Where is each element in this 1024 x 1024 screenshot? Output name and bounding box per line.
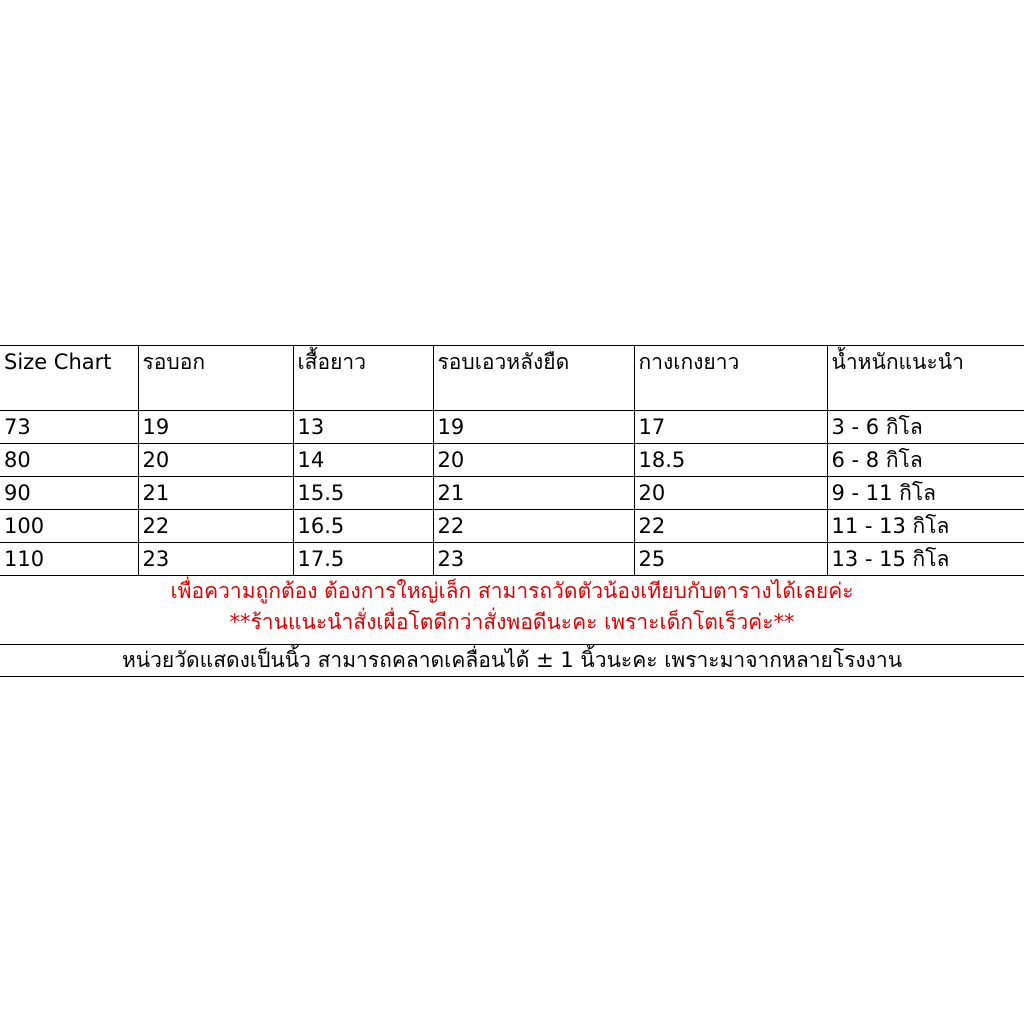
cell-size: 73 [0,411,138,444]
cell-weight: 9 - 11 กิโล [827,477,1024,510]
red-note-cell [0,576,1024,645]
cell-weight: 13 - 15 กิโล [827,543,1024,576]
table-row [0,510,1024,543]
cell-shirt-length: 16.5 [293,510,433,543]
table-row [0,477,1024,510]
cell-pants-length: 22 [634,510,827,543]
measurement-advice-note: เพื่อความถูกต้อง ต้องการใหญ่เล็ก สามารถวัดตัวน้องเทียบกับตารางได้เลยค่ะ [170,579,854,603]
cell-shirt-length: 14 [293,444,433,477]
cell-chest: 22 [138,510,293,543]
cell-shirt-length: 15.5 [293,477,433,510]
table-row [0,543,1024,576]
cell-weight: 11 - 13 กิโล [827,510,1024,543]
table-row [0,411,1024,444]
header-recommended-weight: น้ำหนักแนะนำ [827,346,1024,411]
cell-size: 80 [0,444,138,477]
cell-size: 110 [0,543,138,576]
cell-chest: 19 [138,411,293,444]
header-size-chart: Size Chart [0,346,138,411]
cell-waist: 20 [433,444,634,477]
cell-chest: 23 [138,543,293,576]
cell-chest: 20 [138,444,293,477]
unit-note-row [0,645,1024,677]
header-pants-length: กางเกงยาว [634,346,827,411]
cell-size: 100 [0,510,138,543]
unit-note-cell [0,645,1024,677]
header-waist: รอบเอวหลังยืด [433,346,634,411]
header-row [0,346,1024,411]
size-up-recommendation-note: **ร้านแนะนำสั่งเผื่อโตดีกว่าสั่งพอดีนะคะ เพราะเด็กโตเร็วค่ะ** [229,610,795,634]
header-shirt-length: เสื้อยาว [293,346,433,411]
cell-chest: 21 [138,477,293,510]
cell-pants-length: 25 [634,543,827,576]
table-row [0,444,1024,477]
cell-weight: 3 - 6 กิโล [827,411,1024,444]
cell-weight: 6 - 8 กิโล [827,444,1024,477]
unit-tolerance-note: หน่วยวัดแสดงเป็นนิ้ว สามารถคลาดเคลื่อนได้ ± 1 นิ้วนะคะ เพราะมาจากหลายโรงงาน [121,648,903,672]
cell-pants-length: 17 [634,411,827,444]
cell-shirt-length: 13 [293,411,433,444]
cell-pants-length: 18.5 [634,444,827,477]
cell-waist: 19 [433,411,634,444]
cell-waist: 22 [433,510,634,543]
red-note-row [0,576,1024,645]
size-chart-table [0,345,1024,677]
cell-pants-length: 20 [634,477,827,510]
cell-waist: 23 [433,543,634,576]
cell-size: 90 [0,477,138,510]
cell-waist: 21 [433,477,634,510]
cell-shirt-length: 17.5 [293,543,433,576]
header-chest: รอบอก [138,346,293,411]
